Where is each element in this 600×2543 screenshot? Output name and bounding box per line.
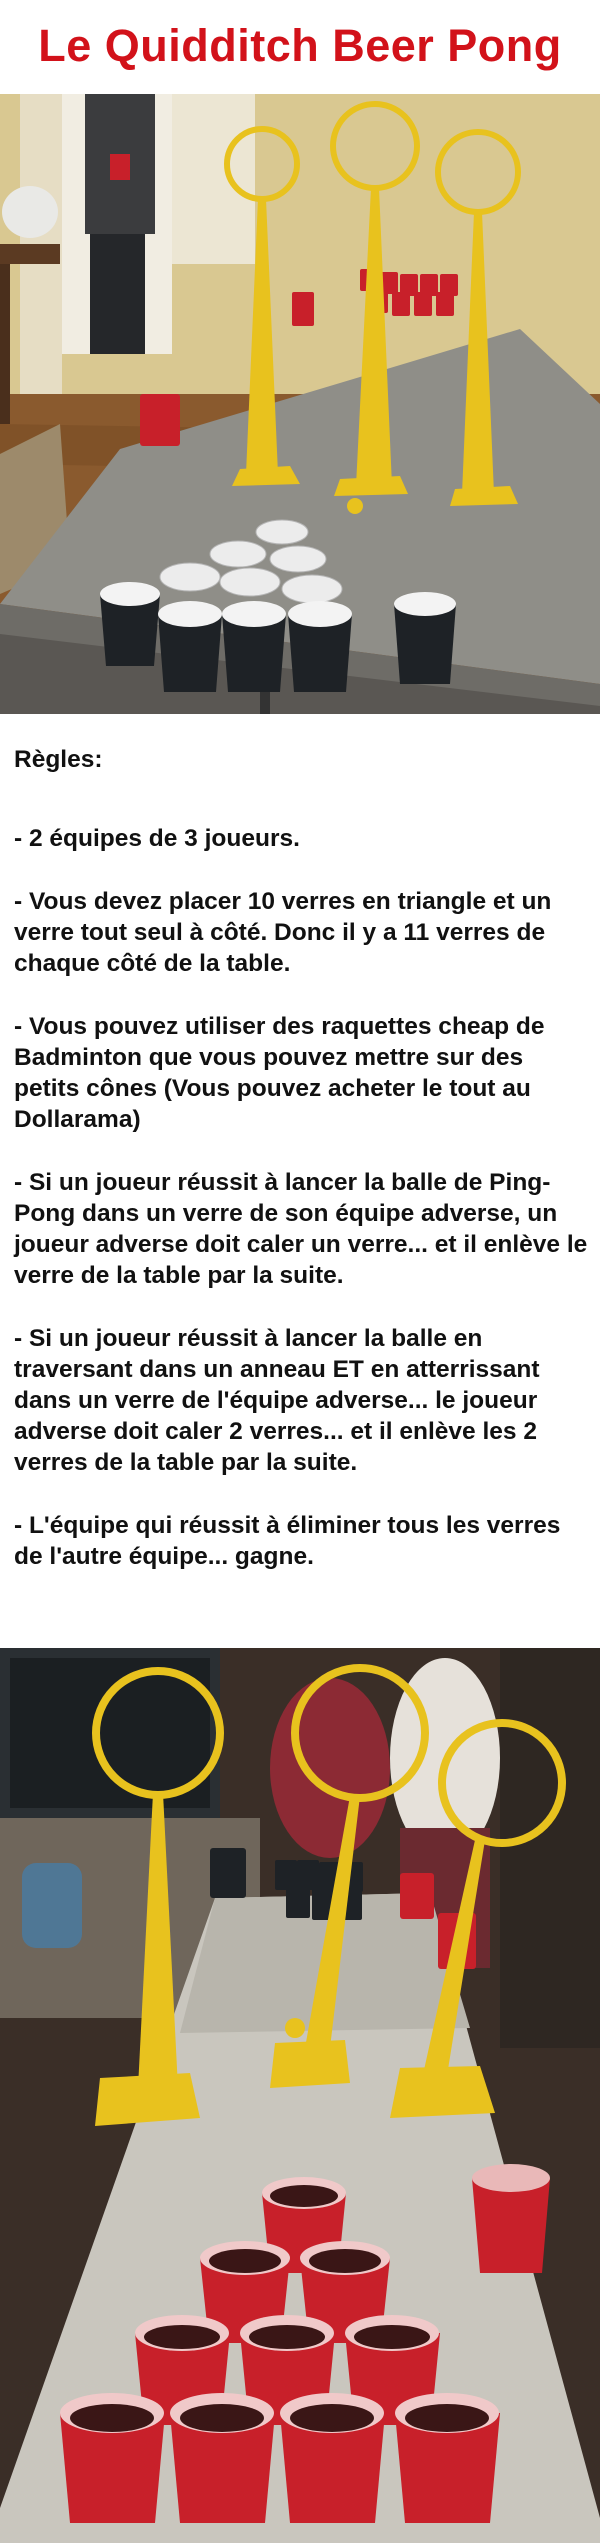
page-title: Le Quidditch Beer Pong: [38, 20, 562, 71]
rules-section: [14, 744, 594, 1604]
rule-item: - Si un joueur réussit à lancer la balle de Ping-Pong dans un verre de son équipe adverse, un joueur adverse doit caler un verre... et il enlève le verre de la table par la suite.: [14, 1169, 588, 1289]
rule-item: - L'équipe qui réussit à éliminer tous les verres de l'autre équipe... gagne.: [14, 1512, 561, 1570]
rule-item: - 2 équipes de 3 joueurs.: [14, 825, 300, 852]
rule-item: - Si un joueur réussit à lancer la balle en traversant dans un anneau ET en atterrissant dans un verre de l'équipe adverse... le joueur adverse doit caler 2 verres... et il enlève les 2 verres de la table par la suite.: [14, 1325, 540, 1476]
rule-item: - Vous pouvez utiliser des raquettes cheap de Badminton que vous pouvez mettre sur des petits cônes (Vous pouvez acheter le tout au Dollarama): [14, 1013, 545, 1133]
rules-heading: Règles:: [14, 746, 103, 773]
quidditch-table-photo-bottom: [0, 1648, 600, 2543]
quidditch-table-photo-top: [0, 94, 600, 714]
rule-item: - Vous devez placer 10 verres en triangle et un verre tout seul à côté. Donc il y a 11 verres de chaque côté de la table.: [14, 888, 552, 977]
